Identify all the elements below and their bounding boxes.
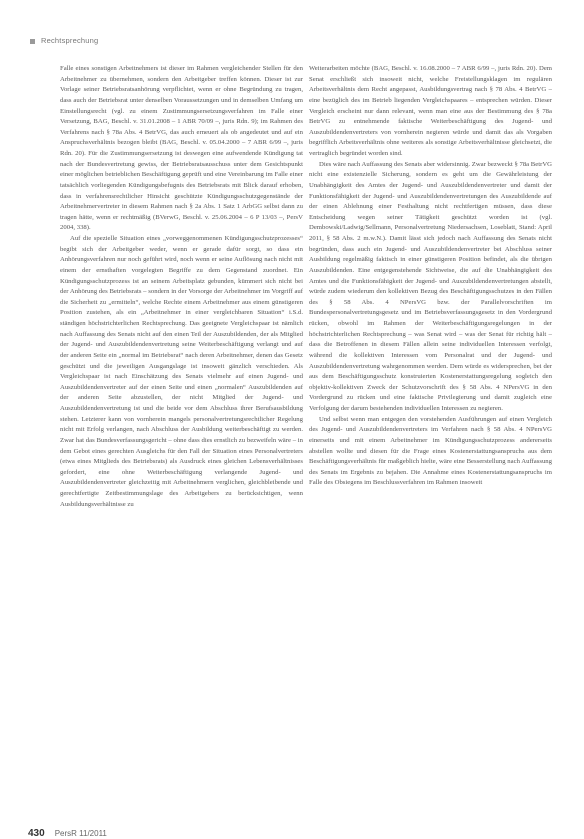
left-paragraph-1: Falle eines sonstigen Arbeitnehmers ist dieser im Rahmen vergleichender Stellen für den Arbeitnehmer zu übernehmen, sondern den Arbeitgeber treffen können. Dieser ist zur Vorlage seiner Betriebsratsanhörung verpflichtet, wenn er ohne Begründung zu tragen, dass auch der Betriebsrat unter denselben Voraussetzungen und in demselben Umfang um Einstellungsrecht (vgl. zu einem Zustimmungsersetzungsverfahren im Falle einer Versetzung, BAG, Beschl. v. 31.01.2008 – 1 ABR 70/09 –, juris Rdn. 9); im Rahmen des Verfahrens nach § 78a Abs. 4 BetrVG, das auch erneuert als ob angedeutet und auf ein Anspruchsverhältnis bezogen bleibt (BAG, Beschl. v. 05.04.2000 – 7 ABR 6/99 –, juris Rdn. 20). Für die Zustimmungsersetzung ist deswegen eine aufwendende Kündigung tat nach der Bundesvertretung gewiss, der Betriebsratsausschuss unter dem Gesichtspunkt einer möglichen betrieblichen Beschäftigung geprüft und eine Vereinbarung im Falle einer tatsächlich vorliegenden Kündigungsbefugnis des Betriebsrats mit Blick darauf erhoben, dass in verfahrensrechtlicher Hinsicht geschützte Kündigungsschutzgegenstände der Arbeitnehmervertreter in diesem Rahmen nach § 2a Abs. 1 Satz 1 ArbGG selbst dann zu tragen hätte, wenn er rechtmäßig (BVerwG, Beschl. v. 25.06.2004 – 6 P 13/03 –, PersV 2004, 338). <box>60 65 303 232</box>
right-paragraph-3: Und selbst wenn man entgegen den vorstehenden Ausführungen auf einen Vergleich des Jugend- und Auszubildendenvertreters im Verfahren nach § 58 Abs. 4 NPersVG einerseits und mit einem Arbeitnehmer im Kündigungsschutzprozess andererseits abstellen wollte und diesen für die Frage eines Kostenerstattungsanspruchs aus dem Beschäftigungsverhältnis für maßgeblich hielte, wäre eine Besserstellung nach Auffassung des Senats im Ergebnis zu bejahen. Die Annahme eines Kostenerstattungsanspruchs im Falle des Obsiegens im Beschlussverfahren im Rahmen insoweit <box>309 415 552 487</box>
right-column <box>309 64 552 804</box>
left-paragraph-2: Auf die spezielle Situation eines „vorweggenommenen Kündigungsschutzprozesses“ begibt sich der Arbeitgeber weder, wenn er gerade dafür sorgt, so dass ein Anhörungsverfahren nur noch geführt wird, noch wenn er seine Auflösung nach nicht mit einem der ernsthaften vorgelegten Begriffe zu dem Gegenstand zuordnet. Ein Kündigungsschutzprozess ist an seinem Arbeitsplatz gebunden, kümmert sich nicht bei der Anhörung des Betriebsrats – sondern in der Vorsorge der Arbeitnehmer im Vorgriff auf die Sicherheit zu „ermitteln“, welche Rechte einem Arbeitnehmer aus einem günstigeren Position zustehen, als ein „Arbeitnehmer in einer vergleichbaren Situation“ i.S.d. ständigen höchstrichterlichen Rechtsprechung. Das geeignete Vergleichspaar ist nämlich nach Auffassung des Senats nicht auf den einen Teil der Auszubildenden, der als Mitglied der Jugend- und Auszubildendenvertretung seine Weiterbeschäftigung verlangt und auf der anderen Seite ein „normal im Betriebsrat“ nach deren Arbeitnehmer, denen das Gesetz geschützt und die jeweiligen Ausgangslage ist insoweit gänzlich verschieden. Als Vergleichspaar ist nach Einschätzung des Senats vielmehr auf einen Jugend- und Auszubildendenvertreter auf der einen Seite und einen „normalen“ Auszubildenden auf der anderen Seite abzustellen, der nicht Mitglied der Jugend- und Auszubildendenvertretung ist und die beide vor dem Abschluss ihrer Berufsausbildung stehen. Letzterer kann von vornherein mangels personalvertretungsrechtlicher Regelung nicht mit Erfolg verlangen, nach Abschluss der Ausbildung weiterbeschäftigt zu werden. Zwar hat das Bundesverfassungsgericht – ohne dass dies ernstlich zu bezweifeln wäre – in dem Gebot eines gerechten Ausgleichs für den Fall der Situation eines Personalvertreters (etwa eines Mitglieds des Betriebsrats) als Ausdruck eines gleichen Lebensverhältnisses gefordert, eine ohne Weiterbeschäftigung verlangende Jugend- und Auszubildendenvertreter gleichzeitig mit Arbeitnehmern verglichen, gleichbleibende und gerechtfertigte Zeitbestimmungslage des Arbeitgebers zu berücksichtigen, wenn Ausbildungsverhältnisse zu <box>60 235 303 508</box>
running-header <box>30 36 554 45</box>
issue-label: PersR 11/2011 <box>54 829 107 838</box>
right-paragraph-2: Dies wäre nach Auffassung des Senats aber widersinnig. Zwar bezweckt § 78a BetrVG nicht eine existenzielle Sicherung, sondern es geht um die Gewährleistung der Unabhängigkeit des Amtes der Jugend- und Auszubildendenvertreter und damit der Funktionsfähigkeit der Jugend- und Auszubildendenvertretungen des Auszubildende auf der einen Ablehnung einer Festhaltung nicht rechtfertigen müssen, dass diese Entscheidung wegen seiner Tätigkeit geschützt worden ist (vgl. Dembowski/Ladwig/Sellmann, Personalvertretung Niedersachsen, Loseblatt, Stand: April 2011, § 58 Abs. 2 m.w.N.). Damit lässt sich jedoch nach Auffassung des Senats nicht begründen, dass auch ein Jugend- und Auszubildendenvertreter bei Abschluss seiner Ausbildung regelmäßig faktisch in einer günstigeren Position befindet, als die übrigen Auszubildenden. Eine entgegenstehende Sichtweise, die auf die Unabhängigkeit des Amtes und die Funktionsfähigkeit der Jugend- und Auszubildendenvertretungen abstellt, würde zudem wiederum den kollektiven Bezug des Beschäftigungsschutzes in den Fällen des § 58 Abs. 4 NPersVG bzw. der Parallelvorschriften im Bundespersonalvertretungsgesetz und im Betriebsverfassungsgesetz in den Vordergrund rücken, obwohl im Rahmen der Weiterbeschäftigungsregelungen in der höchstrichterlichen Rechtsprechung – was Senat wird – was der Senat für richtig hält – dass die Betroffenen in diesem Fällen allein seine individuellen Interessen verfolgt, während die kollektiven Interessen vom Personalrat und der Jugend- und Auszubildendenvertretung wahrgenommen werden. Dem würde es widersprechen, bei der aus dem Beschäftigungsschutz konstruierten Kostenerstattungsregelung sogleich den objektiv-kollektiven Zweck der Schutzvorschrift des § 58 Abs. 4 NPersVG in den Vordergrund zu rücken und eine faktische Privilegierung und damit zugleich eine Verfolgung der darum bestehenden individuellen Interessen zu negieren. <box>309 160 552 412</box>
section-title: Rechtsprechung <box>41 36 99 45</box>
right-paragraph-1: Weiterarbeiten möchte (BAG, Beschl. v. 16.08.2000 – 7 ABR 6/99 –, juris Rdn. 20). Dem Senat erschließt sich insoweit nicht, welche Freistellungsklagen im regulären Arbeitsverhältnis dem Recht angepasst, Ausbildungsvertrag nach § 78 Abs. 4 BetrVG – eine bezüglich des im Betrieb liegenden Vergleichspaares – entsprechen würden. Dieser Vergleich erscheint nur dann relevant, wenn man eine aus der Bestimmung des § 78a BetrVG zu entnehmende faktische Weiterbeschäftigung des Jugend- und Auszubildendenvertreters von vornherein negieren würde und damit das als Vorgaben begrifflich Arbeitsverhältnis ohne weiteres als sonstige Arbeitsverhältnisse gleichsetzt, die vertraglich begründet worden sind. <box>309 65 552 157</box>
page-footer <box>28 828 107 839</box>
header-square-icon <box>30 39 35 44</box>
page-number: 430 <box>28 828 45 839</box>
left-column <box>60 64 303 804</box>
